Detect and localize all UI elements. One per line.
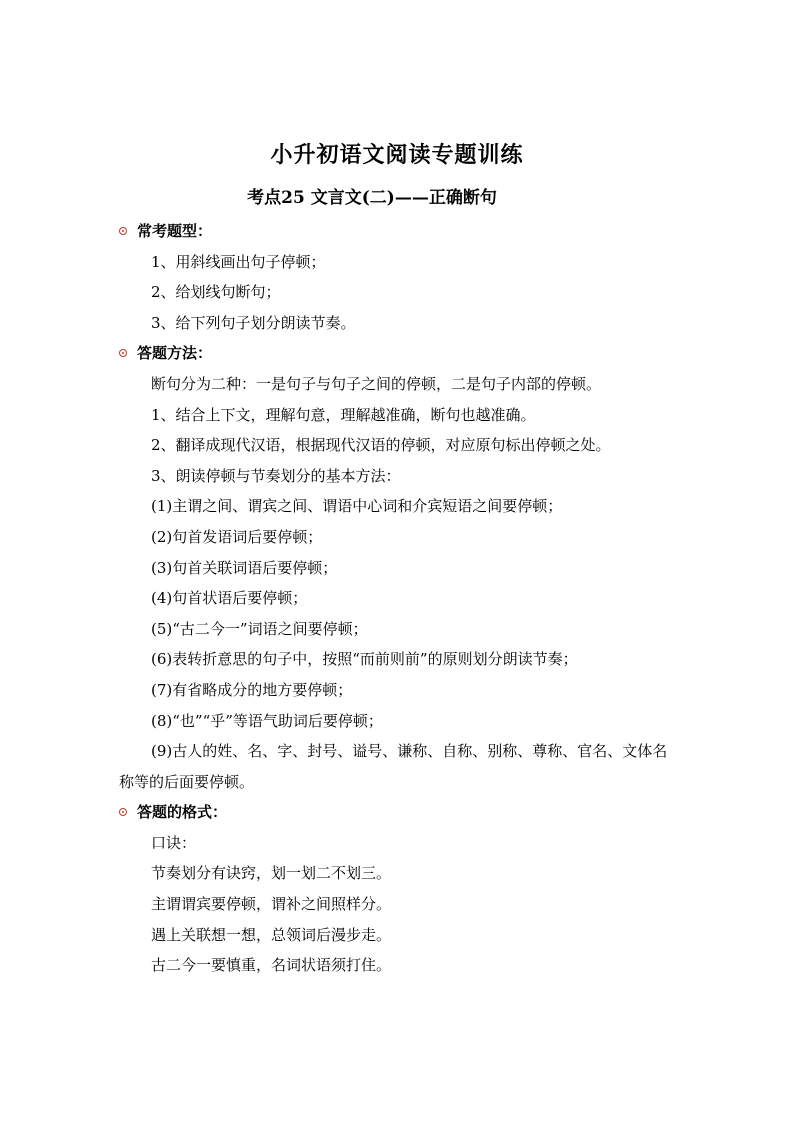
list-item: 遇上关联想一想，总领词后漫步走。 <box>151 925 392 944</box>
list-item: 3、朗读停顿与节奏划分的基本方法： <box>151 466 401 485</box>
list-item: 口诀： <box>151 833 197 852</box>
section-heading-text: 常考题型： <box>137 222 213 240</box>
section-heading-answer-format <box>119 797 679 828</box>
list-item: 古二今一要慎重，名词状语须打住。 <box>151 956 392 975</box>
list-item-long: (9)古人的姓、名、字、封号、谥号、谦称、自称、别称、尊称、官名、文体名称等的后面要停顿。 <box>119 742 668 791</box>
list-item: (5)“古二今一”词语之间要停顿； <box>151 619 368 638</box>
list-item: (4)句首状语后要停顿； <box>151 589 308 608</box>
section-heading-text: 答题的格式： <box>137 803 228 822</box>
list-item: (6)表转折意思的句子中，按照“而前则前”的原则划分朗读节奏； <box>151 650 578 669</box>
bullet-icon <box>119 808 127 816</box>
list-item: (2)句首发语词后要停顿； <box>151 527 323 546</box>
bullet-icon <box>119 349 127 357</box>
list-item: (8)“也”“乎”等语气助词后要停顿； <box>151 711 383 730</box>
section-heading-text: 答题方法： <box>137 344 213 363</box>
bullet-icon <box>119 227 127 235</box>
list-item: 2、翻译成现代汉语，根据现代汉语的停顿，对应原句标出停顿之处。 <box>151 436 611 455</box>
list-item: (7)有省略成分的地方要停顿； <box>151 680 353 699</box>
document-body <box>119 216 679 981</box>
page-subtitle: 考点25 文言文(二)——正确断句 <box>247 188 497 208</box>
page-title: 小升初语文阅读专题训练 <box>270 142 524 168</box>
list-item: 1、用斜线画出句子停顿； <box>151 252 326 271</box>
section-heading-methods <box>119 338 679 369</box>
list-item: (3)句首关联词语后要停顿； <box>151 558 338 577</box>
list-item: 3、给下列句子划分朗读节奏。 <box>151 313 356 332</box>
list-item: 断句分为二种：一是句子与句子之间的停顿，二是句子内部的停顿。 <box>151 374 602 393</box>
list-item: 主谓谓宾要停顿，谓补之间照样分。 <box>151 895 392 914</box>
list-item: 2、给划线句断句； <box>151 283 281 302</box>
section-heading-question-types <box>119 216 679 247</box>
list-item: 节奏划分有诀窍，划一划二不划三。 <box>151 864 392 883</box>
list-item: (1)主谓之间、谓宾之间、谓语中心词和介宾短语之间要停顿； <box>151 497 563 516</box>
list-item: 1、结合上下文，理解句意，理解越准确，断句也越准确。 <box>151 405 536 424</box>
